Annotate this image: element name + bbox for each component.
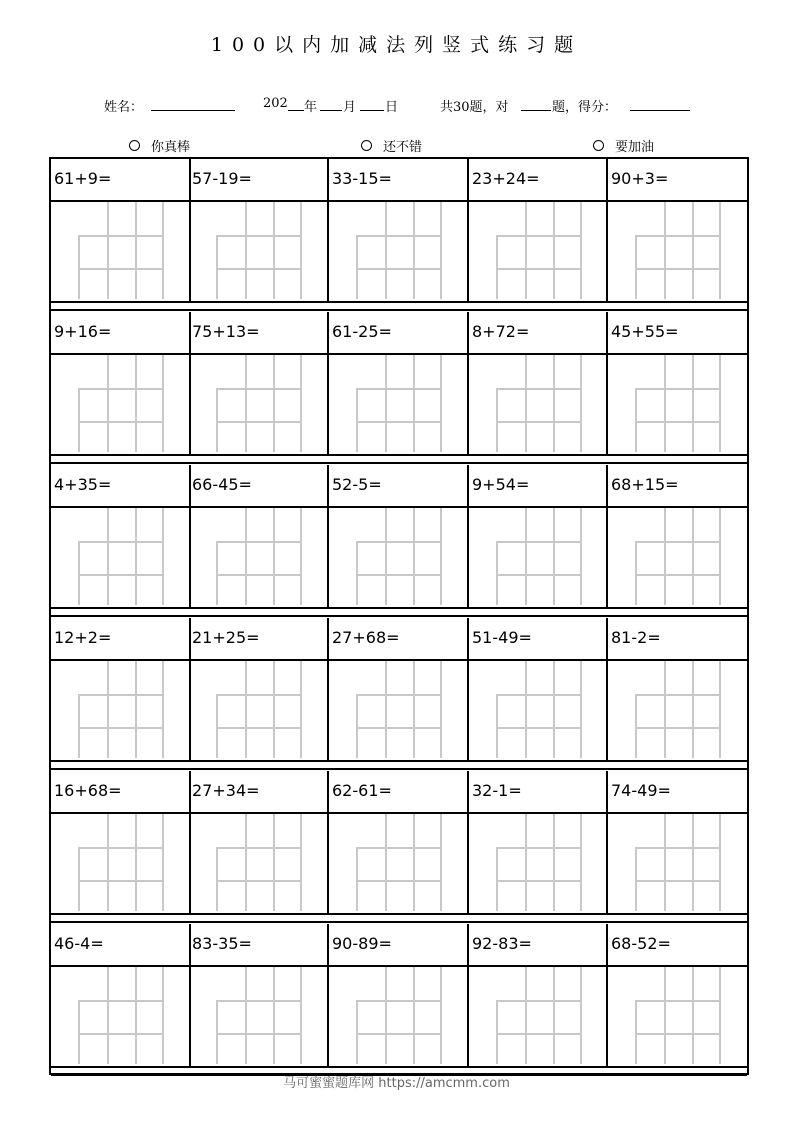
vertical-calc-grid xyxy=(635,967,721,1064)
month-blank xyxy=(320,96,342,111)
answer-box[interactable] xyxy=(469,355,608,456)
vertical-calc-grid xyxy=(78,661,164,758)
vertical-calc-grid xyxy=(78,508,164,605)
answer-box[interactable] xyxy=(329,508,469,609)
answer-box[interactable] xyxy=(189,355,329,456)
problem-cell: 16+68= xyxy=(51,771,191,814)
answer-box[interactable] xyxy=(51,814,191,915)
row-separator xyxy=(51,303,747,311)
vertical-calc-grid xyxy=(356,661,442,758)
score-blank xyxy=(630,96,690,111)
problem-cell: 33-15= xyxy=(329,159,469,202)
vertical-calc-grid xyxy=(216,814,302,911)
rating-good-label: 还不错 xyxy=(383,140,423,155)
answer-box[interactable] xyxy=(189,814,329,915)
answer-box[interactable] xyxy=(51,202,191,303)
problem-cell: 62-61= xyxy=(329,771,469,814)
row-separator xyxy=(51,609,747,617)
vertical-calc-grid xyxy=(635,355,721,452)
answer-box[interactable] xyxy=(189,508,329,609)
day-blank xyxy=(360,96,384,111)
vertical-calc-grid xyxy=(356,814,442,911)
vertical-calc-grid xyxy=(78,355,164,452)
answer-box[interactable] xyxy=(329,202,469,303)
footer-watermark: 马可蜜蜜题库网 https://amcmm.com xyxy=(283,1076,510,1091)
problem-cell: 61+9= xyxy=(51,159,191,202)
problem-cell: 90+3= xyxy=(608,159,747,202)
problem-cell: 9+54= xyxy=(469,465,608,508)
answer-box[interactable] xyxy=(51,508,191,609)
problem-cell: 90-89= xyxy=(329,924,469,967)
month-label: 月 xyxy=(343,100,357,115)
problem-cell: 4+35= xyxy=(51,465,191,508)
vertical-calc-grid xyxy=(496,661,582,758)
vertical-calc-grid xyxy=(635,202,721,299)
answer-box[interactable] xyxy=(329,967,469,1068)
year-blank xyxy=(288,96,304,111)
correct-blank xyxy=(521,96,551,111)
problem-cell: 23+24= xyxy=(469,159,608,202)
answer-box[interactable] xyxy=(608,508,747,609)
answer-box[interactable] xyxy=(329,355,469,456)
problem-cell: 66-45= xyxy=(189,465,329,508)
circle-icon[interactable] xyxy=(593,140,604,151)
problem-cell: 46-4= xyxy=(51,924,191,967)
vertical-calc-grid xyxy=(216,355,302,452)
vertical-calc-grid xyxy=(496,814,582,911)
vertical-calc-grid xyxy=(496,202,582,299)
circle-icon[interactable] xyxy=(129,140,140,151)
problem-cell: 83-35= xyxy=(189,924,329,967)
vertical-calc-grid xyxy=(78,814,164,911)
rating-keep-going-label: 要加油 xyxy=(615,140,655,155)
answer-box[interactable] xyxy=(51,967,191,1068)
answer-box[interactable] xyxy=(469,202,608,303)
year-prefix: 202 xyxy=(263,96,288,111)
rating-great-label: 你真棒 xyxy=(151,140,191,155)
problem-cell: 21+25= xyxy=(189,618,329,661)
answer-box[interactable] xyxy=(469,508,608,609)
vertical-calc-grid xyxy=(356,355,442,452)
answer-box[interactable] xyxy=(329,661,469,762)
problem-cell: 74-49= xyxy=(608,771,747,814)
vertical-calc-grid xyxy=(496,967,582,1064)
problem-cell: 8+72= xyxy=(469,312,608,355)
answer-box[interactable] xyxy=(608,202,747,303)
vertical-calc-grid xyxy=(635,814,721,911)
rating-keep-going[interactable] xyxy=(593,136,654,155)
vertical-calc-grid xyxy=(216,661,302,758)
rating-great[interactable] xyxy=(129,136,190,155)
name-blank xyxy=(151,96,235,111)
problem-cell: 9+16= xyxy=(51,312,191,355)
problem-cell: 61-25= xyxy=(329,312,469,355)
problem-cell: 81-2= xyxy=(608,618,747,661)
row-separator xyxy=(51,762,747,770)
vertical-calc-grid xyxy=(216,202,302,299)
problem-cell: 45+55= xyxy=(608,312,747,355)
day-label: 日 xyxy=(385,100,399,115)
problem-grid xyxy=(49,157,749,1075)
vertical-calc-grid xyxy=(356,508,442,605)
problem-cell: 52-5= xyxy=(329,465,469,508)
vertical-calc-grid xyxy=(635,661,721,758)
answer-box[interactable] xyxy=(189,661,329,762)
answer-box[interactable] xyxy=(189,967,329,1068)
answer-box[interactable] xyxy=(608,661,747,762)
circle-icon[interactable] xyxy=(361,140,372,151)
vertical-calc-grid xyxy=(78,202,164,299)
problem-cell: 92-83= xyxy=(469,924,608,967)
answer-box[interactable] xyxy=(469,967,608,1068)
row-separator xyxy=(51,456,747,464)
answer-box[interactable] xyxy=(189,202,329,303)
problem-cell: 12+2= xyxy=(51,618,191,661)
problem-cell: 27+34= xyxy=(189,771,329,814)
problem-cell: 27+68= xyxy=(329,618,469,661)
vertical-calc-grid xyxy=(496,508,582,605)
vertical-calc-grid xyxy=(635,508,721,605)
page-title: 100以内加减法列竖式练习题 xyxy=(210,34,583,56)
answer-box[interactable] xyxy=(469,661,608,762)
vertical-calc-grid xyxy=(216,967,302,1064)
answer-box[interactable] xyxy=(469,814,608,915)
vertical-calc-grid xyxy=(356,202,442,299)
answer-box[interactable] xyxy=(608,814,747,915)
problem-cell: 57-19= xyxy=(189,159,329,202)
answer-box[interactable] xyxy=(608,355,747,456)
vertical-calc-grid xyxy=(356,967,442,1064)
answer-box[interactable] xyxy=(608,967,747,1068)
year-label: 年 xyxy=(304,100,318,115)
vertical-calc-grid xyxy=(216,508,302,605)
correct-suffix: 题，得分： xyxy=(552,100,618,115)
row-separator xyxy=(51,915,747,923)
name-label: 姓名： xyxy=(104,100,144,115)
rating-good[interactable] xyxy=(361,136,422,155)
problem-cell: 75+13= xyxy=(189,312,329,355)
answer-box[interactable] xyxy=(51,355,191,456)
problem-cell: 68-52= xyxy=(608,924,747,967)
total-label: 共30题，对 xyxy=(440,100,509,115)
vertical-calc-grid xyxy=(78,967,164,1064)
vertical-calc-grid xyxy=(496,355,582,452)
problem-cell: 51-49= xyxy=(469,618,608,661)
problem-cell: 68+15= xyxy=(608,465,747,508)
answer-box[interactable] xyxy=(329,814,469,915)
answer-box[interactable] xyxy=(51,661,191,762)
problem-cell: 32-1= xyxy=(469,771,608,814)
